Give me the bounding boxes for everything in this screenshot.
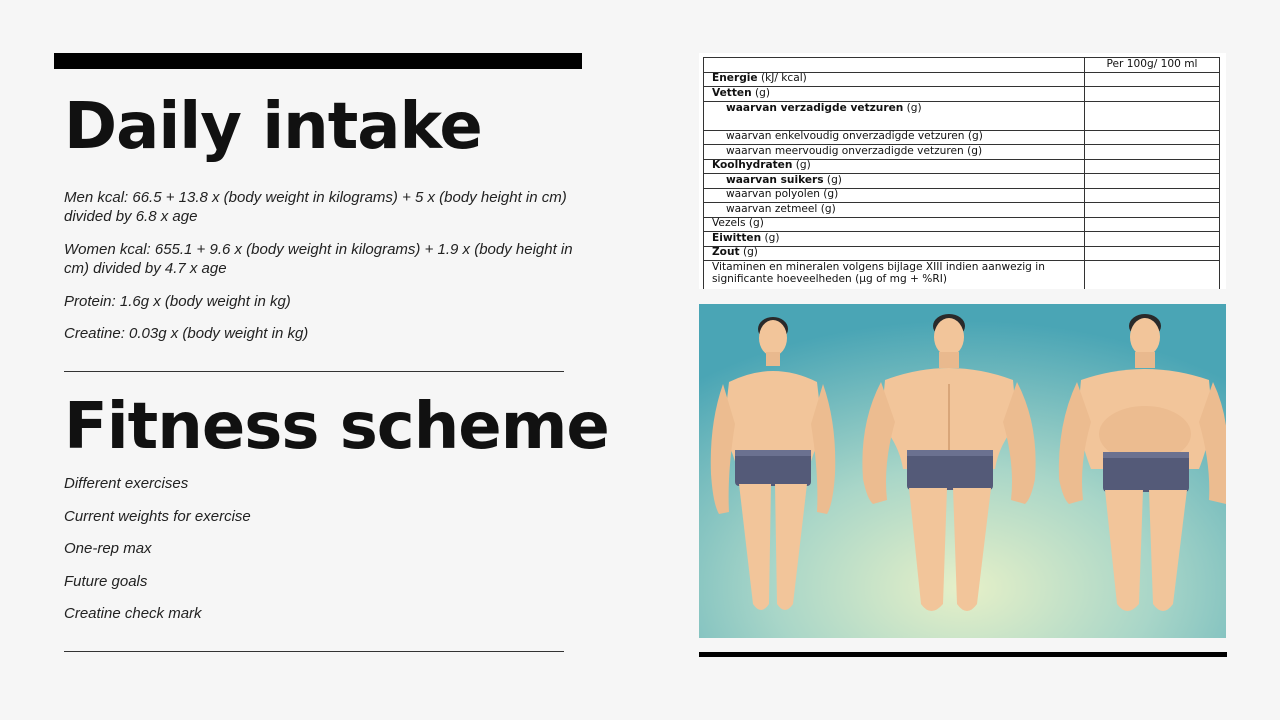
- table-row: waarvan zetmeel (g): [704, 203, 1220, 218]
- table-header-blank: [704, 58, 1085, 73]
- table-row: Vetten (g): [704, 87, 1220, 102]
- table-row: waarvan enkelvoudig onverzadigde vetzuren (g): [704, 130, 1220, 145]
- fitness-item: One-rep max: [64, 540, 152, 557]
- fitness-item: Creatine check mark: [64, 605, 202, 622]
- table-row: Energie (kJ/ kcal): [704, 72, 1220, 87]
- daily-intake-title: Daily intake: [64, 90, 482, 164]
- body-types-illustration: [699, 304, 1226, 638]
- fitness-item: Future goals: [64, 573, 148, 590]
- intake-protein: Protein: 1.6g x (body weight in kg): [64, 293, 291, 310]
- fitness-item: Current weights for exercise: [64, 508, 251, 525]
- table-header-per100: Per 100g/ 100 ml: [1085, 58, 1220, 73]
- accent-bar-bottom: [699, 652, 1227, 657]
- intake-women-kcal: Women kcal: 655.1 + 9.6 x (body weight in kilograms) + 1.9 x (body height in cm) divided by 4.7 x age: [64, 241, 573, 277]
- divider-line: [64, 651, 564, 652]
- table-row: Vitaminen en mineralen volgens bijlage XIII indien aanwezig in significante hoeveelheden (µg of mg + %RI): [704, 261, 1220, 290]
- nutrition-table: [703, 57, 1220, 289]
- table-row: waarvan polyolen (g): [704, 188, 1220, 203]
- fitness-item: Different exercises: [64, 475, 189, 492]
- table-row: Eiwitten (g): [704, 232, 1220, 247]
- table-row: waarvan meervoudig onverzadigde vetzuren (g): [704, 145, 1220, 160]
- intake-men-kcal: Men kcal: 66.5 + 13.8 x (body weight in kilograms) + 5 x (body height in cm) divided by 6.8 x age: [64, 189, 567, 225]
- table-row: waarvan suikers (g): [704, 174, 1220, 189]
- intake-creatine: Creatine: 0.03g x (body weight in kg): [64, 325, 309, 342]
- table-row: Vezels (g): [704, 217, 1220, 232]
- table-row: Zout (g): [704, 246, 1220, 261]
- table-row: Koolhydraten (g): [704, 159, 1220, 174]
- table-row: waarvan verzadigde vetzuren (g): [704, 101, 1220, 130]
- nutrition-table-image: [699, 53, 1226, 289]
- fitness-scheme-title: Fitness scheme: [64, 390, 609, 464]
- divider-line: [64, 371, 564, 372]
- accent-bar-top: [54, 53, 582, 69]
